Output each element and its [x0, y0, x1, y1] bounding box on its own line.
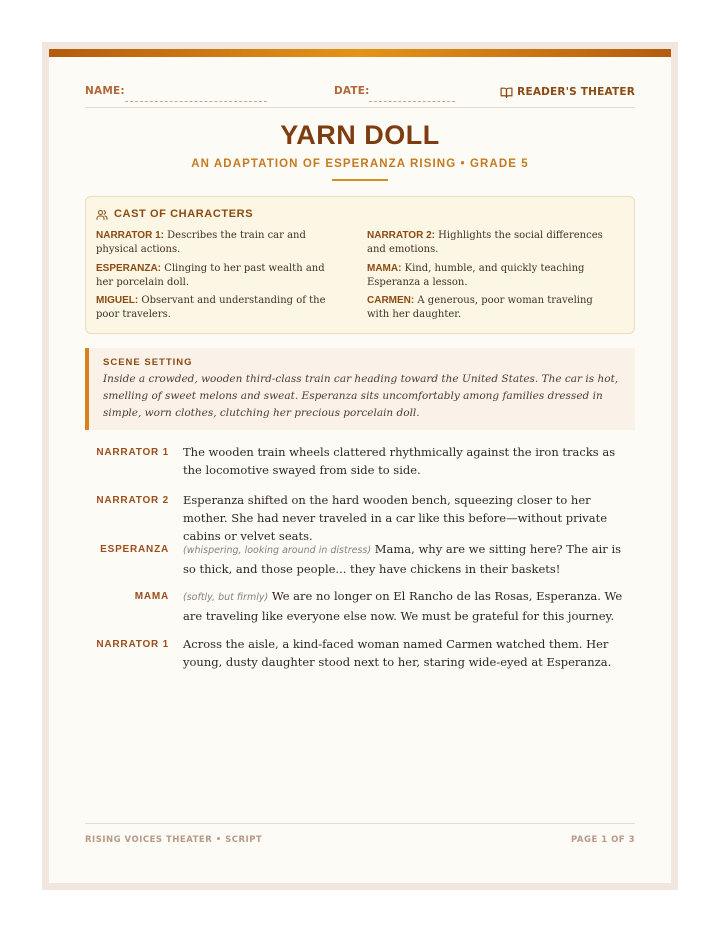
cast-desc: Observant and understanding of the poor travelers. [96, 295, 326, 320]
cast-item [367, 294, 603, 322]
cast-item [367, 229, 603, 257]
cast-desc: Highlights the social differences and emotions. [367, 230, 603, 255]
footer-source: RISING VOICES THEATER • SCRIPT [85, 835, 263, 845]
speaker-label: NARRATOR 1 [96, 639, 169, 650]
cast-item [96, 262, 332, 290]
cast-role: NARRATOR 1: [96, 230, 164, 241]
scene-label: SCENE SETTING [103, 357, 193, 368]
cast-role: NARRATOR 2: [367, 230, 435, 241]
cast-item [367, 262, 603, 290]
users-icon [96, 209, 108, 220]
dialogue-text: Across the aisle, a kind-faced woman named Carmen watched them. Her young, dusty daughter stood next to her, staring wide-eyed at Esperanza. [183, 637, 612, 669]
title-underline [332, 179, 388, 181]
footer-divider [85, 823, 635, 824]
cast-box [85, 196, 635, 334]
scene-text: Inside a crowded, wooden third-class train car heading toward the United States. The car is hot, smelling of sweet melons and sweat. Esperanza sits uncomfortably among families dressed in simple, worn clothes, clutching her precious porcelain doll. [103, 373, 619, 419]
stage-direction: (whispering, looking around in distress) [183, 545, 372, 556]
cast-desc: A generous, poor woman traveling with her daughter. [367, 295, 593, 320]
page-number: PAGE 1 OF 3 [570, 835, 635, 845]
readers-theater-badge [500, 86, 635, 98]
name-field[interactable] [125, 101, 267, 102]
cast-title: CAST OF CHARACTERS [114, 208, 254, 220]
cast-item [96, 229, 332, 257]
dialogue-line [183, 587, 635, 625]
dialogue-line [183, 491, 635, 545]
dialogue-line [183, 635, 635, 671]
date-field[interactable] [369, 101, 455, 102]
dialogue-text: Esperanza shifted on the hard wooden bench, squeezing closer to her mother. She had never traveled in a car like this before—without private cabins or velvet seats. [183, 493, 608, 543]
dialogue-text: We are no longer on El Rancho de las Rosas, Esperanza. We are traveling like everyone else now. We must be grateful for this journey. [183, 589, 623, 623]
page-subtitle: AN ADAPTATION OF ESPERANZA RISING • GRADE 5 [191, 158, 529, 170]
speaker-label: NARRATOR 2 [96, 495, 169, 506]
cast-role: ESPERANZA: [96, 263, 162, 274]
cast-heading [96, 208, 253, 220]
date-label: DATE: [334, 85, 370, 97]
dialogue-line [183, 540, 635, 578]
dialogue-text: The wooden train wheels clattered rhythmically against the iron tracks as the locomotive swayed from side to side. [183, 445, 616, 477]
cast-role: MIGUEL: [96, 295, 139, 306]
dialogue-line [183, 443, 635, 479]
cast-desc: Clinging to her past wealth and her porcelain doll. [96, 263, 325, 288]
name-label: NAME: [85, 85, 125, 97]
header-divider [85, 107, 635, 108]
dialogue-text: Mama, why are we sitting here? The air is so thick, and those people... they have chickens in their baskets! [183, 542, 622, 576]
speaker-label: MAMA [134, 591, 169, 602]
header-row [85, 85, 635, 107]
badge-label: READER'S THEATER [517, 86, 635, 98]
cast-role: CARMEN: [367, 295, 415, 306]
cast-item [96, 294, 332, 322]
top-accent-bar [49, 49, 671, 57]
cast-desc: Describes the train car and physical actions. [96, 230, 306, 255]
cast-role: MAMA: [367, 263, 402, 274]
cast-desc: Kind, humble, and quickly teaching Esperanza a lesson. [367, 263, 585, 288]
stage-direction: (softly, but firmly) [183, 592, 269, 603]
book-open-icon [500, 87, 513, 98]
script-page [49, 49, 671, 883]
scene-setting [85, 348, 635, 430]
page-title: YARN DOLL [280, 120, 440, 150]
speaker-label: NARRATOR 1 [96, 447, 169, 458]
speaker-label: ESPERANZA [100, 544, 169, 555]
